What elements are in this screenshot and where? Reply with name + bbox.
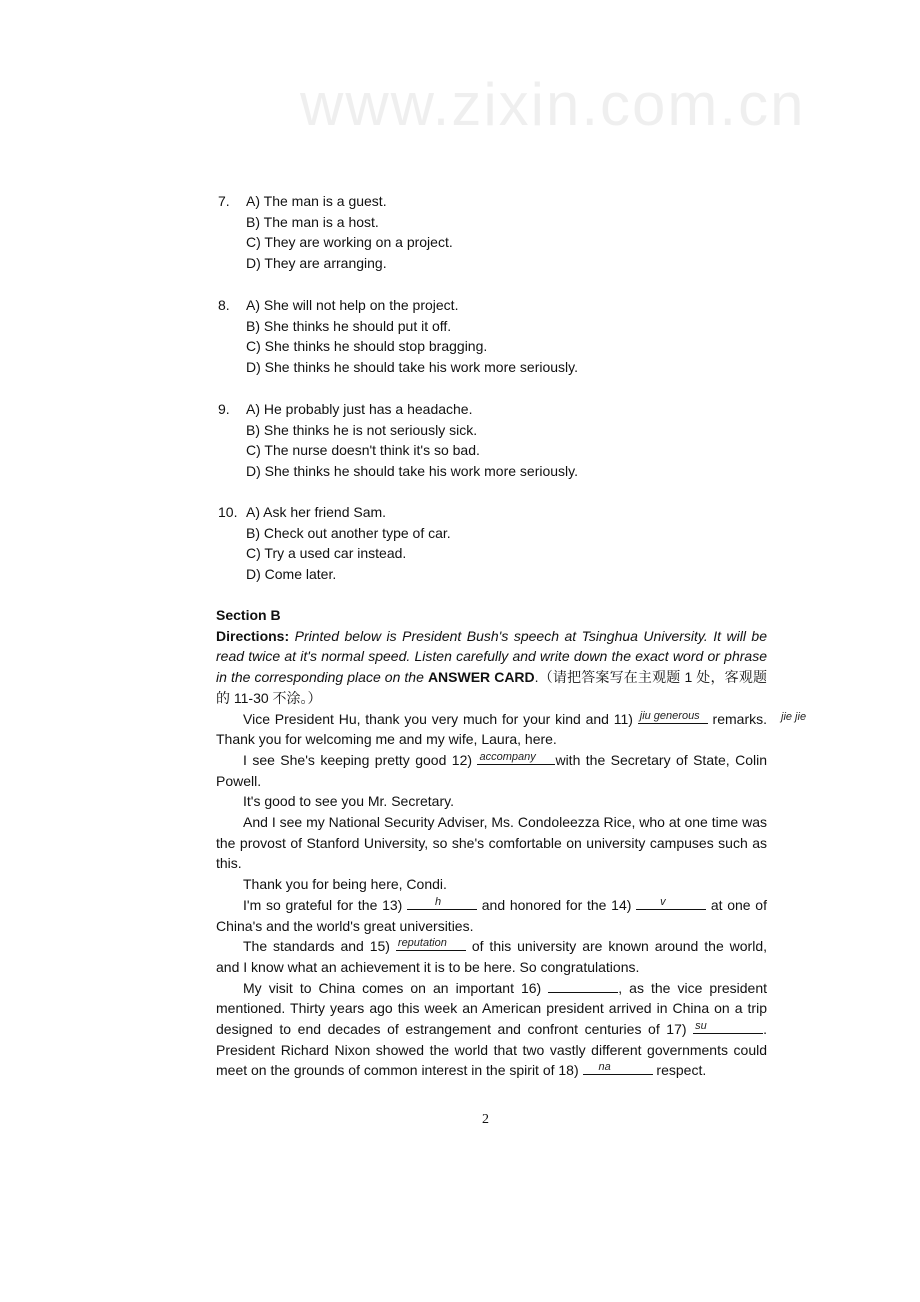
option: D) She thinks he should take his work more seriously. xyxy=(246,359,578,376)
option: C) She thinks he should stop bragging. xyxy=(246,338,488,355)
option: B) The man is a host. xyxy=(246,213,379,230)
question-number: 9. xyxy=(218,401,230,417)
paragraph: It's good to see you Mr. Secretary. xyxy=(243,793,454,810)
question-10 xyxy=(218,502,778,585)
text: and honored for the 14) xyxy=(477,896,637,913)
question-number: 7. xyxy=(218,193,230,209)
handwritten-note: jie jie xyxy=(781,711,807,723)
question-number: 10. xyxy=(218,504,238,520)
directions-text: Printed below is President Bush's speech at Tsinghua University. It will be read twice at it's normal speed. Listen carefully and write down the exact word or phrase in the corresponding place on the xyxy=(216,627,768,686)
blank-18 xyxy=(583,1061,653,1075)
text: My visit to China comes on an important 16) xyxy=(243,979,549,996)
blank-14 xyxy=(636,896,706,910)
text: with the Secretary of State, Colin Powell. xyxy=(216,751,767,789)
text: I'm so grateful for the 13) xyxy=(243,896,408,913)
option: D) Come later. xyxy=(246,566,337,583)
text: , as the vice president mentioned. Thirty years ago this week an American president arrived in China on a trip designed to end decades of estrangement and confront centuries of 17) xyxy=(216,979,767,1038)
paragraph xyxy=(216,709,767,750)
question-9 xyxy=(218,399,778,482)
option: B) She thinks he is not seriously sick. xyxy=(246,421,478,438)
paragraph: And I see my National Security Adviser, Ms. Condoleezza Rice, who at one time was the provost of Stanford University, so she's comfortable on university campuses such as this. xyxy=(216,814,767,872)
handwritten-answer: v xyxy=(660,895,666,908)
text: respect. xyxy=(652,1062,707,1079)
blank-11 xyxy=(638,710,708,724)
section-b xyxy=(216,605,807,1081)
paragraph xyxy=(216,936,767,977)
blank-16 xyxy=(548,979,618,993)
question-number: 8. xyxy=(218,297,230,313)
option: B) She thinks he should put it off. xyxy=(246,317,452,334)
answer-card-label: ANSWER CARD xyxy=(427,669,535,686)
text: Vice President Hu, thank you very much for your kind and 11) xyxy=(243,710,638,727)
paragraph: Thank you for being here, Condi. xyxy=(243,876,447,893)
handwritten-answer: accompany xyxy=(479,750,536,763)
handwritten-answer: jiu generous xyxy=(639,709,700,722)
option: C) They are working on a project. xyxy=(246,234,453,251)
paragraph xyxy=(216,978,767,1082)
option: A) She will not help on the project. xyxy=(246,297,459,313)
question-7 xyxy=(218,191,778,274)
page-number: 2 xyxy=(482,1112,489,1127)
option: C) The nurse doesn't think it's so bad. xyxy=(246,442,480,459)
question-8 xyxy=(218,295,778,378)
text: of this university are known around the world, and I know what an achievement it is to be here. So congratulations. xyxy=(216,938,767,975)
watermark: www.zixin.com.cn xyxy=(300,71,806,138)
option: A) Ask her friend Sam. xyxy=(246,504,387,520)
text: at one of China's and the world's great universities. xyxy=(216,896,767,934)
text: I see She's keeping pretty good 12) xyxy=(243,751,478,768)
blank-13 xyxy=(407,896,477,910)
option: D) She thinks he should take his work more seriously. xyxy=(246,463,578,480)
blank-17 xyxy=(693,1020,763,1034)
option: D) They are arranging. xyxy=(246,255,387,272)
text: remarks. Thank you for welcoming me and my wife, Laura, here. xyxy=(216,710,767,748)
handwritten-answer: su xyxy=(695,1020,707,1033)
text: . President Richard Nixon showed the world that two vastly different governments could meet on the grounds of common interest in the spirit of 18) xyxy=(216,1021,767,1079)
blank-15 xyxy=(396,937,466,951)
section-title: Section B xyxy=(216,607,281,623)
directions-label: Directions: xyxy=(216,627,290,644)
option: C) Try a used car instead. xyxy=(246,545,407,562)
option: A) He probably just has a headache. xyxy=(246,401,473,417)
handwritten-answer: h xyxy=(435,895,442,908)
directions xyxy=(216,626,767,709)
paragraph xyxy=(216,750,767,791)
option: B) Check out another type of car. xyxy=(246,524,451,541)
text: The standards and 15) xyxy=(243,938,396,955)
paragraph xyxy=(216,895,767,936)
handwritten-answer: na xyxy=(598,1061,611,1074)
blank-12 xyxy=(477,751,555,765)
option: A) The man is a guest. xyxy=(246,193,387,209)
handwritten-answer: reputation xyxy=(397,937,447,950)
chinese-note: .（请把答案写在主观题 1 处，客观题的 11-30 不涂。） xyxy=(216,669,767,706)
